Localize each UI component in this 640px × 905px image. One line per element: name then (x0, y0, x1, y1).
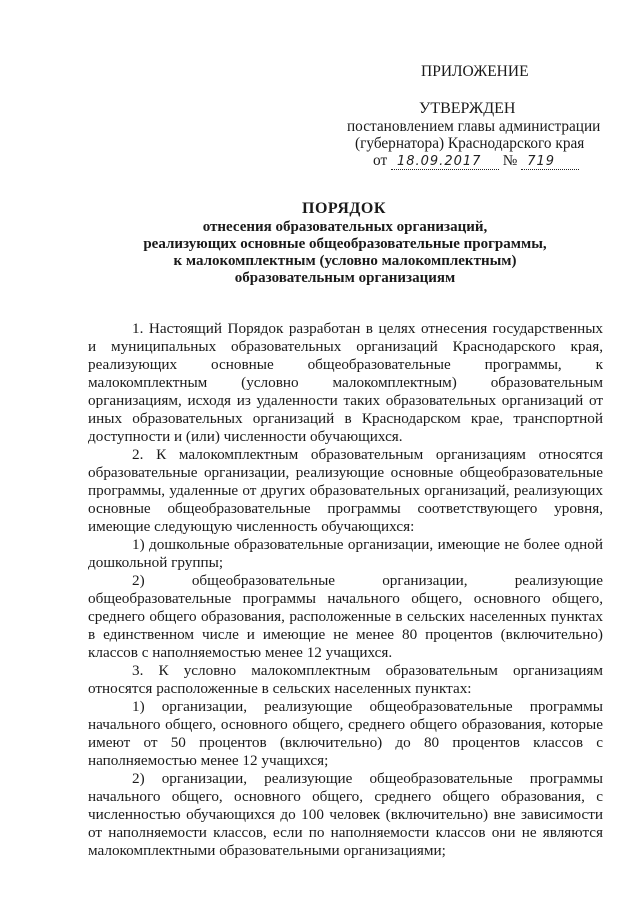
document-body (88, 320, 603, 860)
date-prefix: от (373, 152, 388, 169)
decree-date: 18.09.2017 (391, 155, 499, 170)
document-title (0, 199, 640, 287)
paragraph-2-item-1: 1) дошкольные образовательные организации, имеющие не более одной дошкольной группы; (88, 536, 603, 571)
paragraph-3-item-1: 1) организации, реализующие общеобразовательные программы начального общего, основного общего, среднего общего образования, которые имеют от 50 процентов (включительно) до 80 процентов классов с наполняемостью менее 12 учащихся; (88, 698, 603, 769)
subtitle-line-3: к малокомплектным (условно малокомплектным) (173, 253, 517, 269)
paragraph-2: 2. К малокомплектным образовательным организациям относятся образовательные организации, реализующие основные общеобразовательные программы, удаленные от других образовательных организаций, реализующих основные общеобразовательные программы соответствующего уровня, имеющие следующую численность обучающихся: (88, 446, 603, 535)
appendix-label: ПРИЛОЖЕНИЕ (421, 63, 529, 80)
decree-date-line (373, 152, 579, 170)
subtitle-line-4: образовательным организациям (234, 270, 456, 286)
decree-number: 719 (521, 155, 579, 170)
subtitle-line-1: отнесения образовательных организаций, (202, 219, 488, 235)
approved-label: УТВЕРЖДЕН (419, 100, 516, 117)
number-prefix: № (502, 152, 518, 169)
paragraph-2-item-2: 2) общеобразовательные организации, реализующие общеобразовательные программы начального общего, основного общего, среднего общего образования, расположенные в сельских населенных пунктах в единственном числе и имеющие не менее 80 процентов (включительно) классов с наполняемостью менее 12 учащихся. (88, 572, 603, 661)
paragraph-3-item-2: 2) организации, реализующие общеобразовательные программы начального общего, основного общего, среднего общего образования, с численностью обучающихся до 100 человек (включительно) вне зависимости от наполняемости классов, если по наполняемости классов они не являются малокомплектными образовательными организациями; (88, 770, 603, 859)
decree-line-2: (губернатора) Краснодарского края (355, 135, 585, 152)
paragraph-3: 3. К условно малокомплектным образовательным организациям относятся расположенные в сельских населенных пунктах: (88, 662, 603, 697)
decree-line-1: постановлением главы администрации (347, 118, 601, 135)
subtitle-line-2: реализующих основные общеобразовательные программы, (143, 236, 547, 252)
paragraph-1: 1. Настоящий Порядок разработан в целях отнесения государственных и муниципальных образовательных организаций Краснодарского края, реализующих основные общеобразовательные программы, к малокомплектным (условно малокомплектным) образовательным организациям, исходя из удаленности таких образовательных организаций от иных образовательных организаций в Краснодарском крае, транспортной доступности и (или) численности обучающихся. (88, 320, 603, 445)
title-main: ПОРЯДОК (302, 200, 386, 217)
